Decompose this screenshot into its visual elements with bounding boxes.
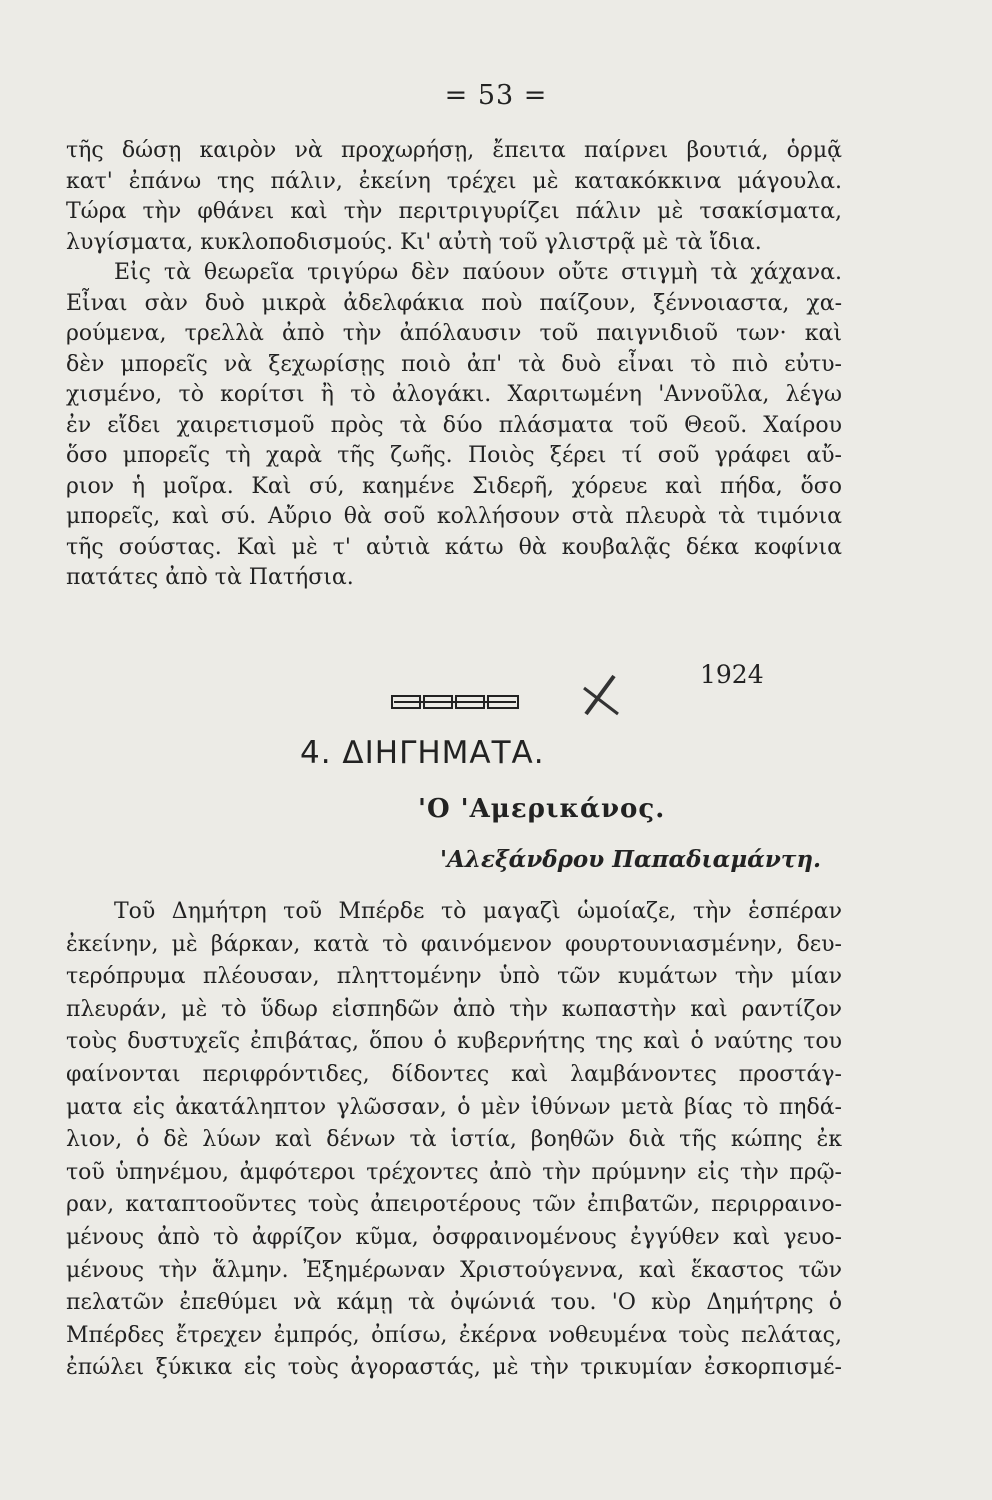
story-title: 'Ο 'Αμερικάνος. (418, 794, 666, 824)
handwritten-x-mark (578, 670, 622, 720)
text-line: Μπέρδες ἔτρεχεν ἐμπρός, ὀπίσω, ἐκέρνα νοθευμένα τοὺς πελάτας, (66, 1322, 842, 1348)
text-line: ἐν εἴδει χαιρετισμοῦ πρὸς τὰ δύο πλάσματα τοῦ Θεοῦ. Χαίρου (66, 412, 842, 438)
text-line: ματα εἰς ἀκατάληπτον γλῶσσαν, ὁ μὲν ἰθύνων μετὰ βίας τὸ πηδά- (66, 1094, 842, 1120)
divider-ornament (390, 692, 522, 712)
text-line: Τώρα τὴν φθάνει καὶ τὴν περιτριγυρίζει πάλιν μὲ τσακίσματα, (66, 199, 842, 224)
text-line: λιον, ὁ δὲ λύων καὶ δένων τὰ ἱστία, βοηθῶν διὰ τῆς κώπης ἐκ (66, 1127, 842, 1153)
text-line: τοῦ ὑπηνέμου, ἀμφότεροι τρέχοντες ἀπὸ τὴν πρύμνην εἰς τὴν πρῷ- (66, 1159, 842, 1185)
text-line: Εἶναι σὰν δυὸ μικρὰ ἀδελφάκια ποὺ παίζουν, ξέννοιαστα, χα- (66, 290, 842, 316)
text-line: ὅσο μπορεῖς τὴ χαρὰ τῆς ζωῆς. Ποιὸς ξέρει τί σοῦ γράφει αὔ- (66, 443, 842, 468)
text-line: ριον ἡ μοῖρα. Καὶ σύ, καημένε Σιδερῆ, χόρευε καὶ πήδα, ὅσο (66, 473, 842, 499)
page-number: = 53 = (444, 80, 548, 111)
text-line: λυγίσματα, κυκλοποδισμούς. Κι' αὐτὴ τοῦ γλιστρᾷ μὲ τὰ ἴδια. (66, 229, 762, 255)
text-line: τῆς σούστας. Καὶ μὲ τ' αὐτιὰ κάτω θὰ κουβαλᾷς δέκα κοφίνια (66, 534, 842, 560)
text-line: ραν, καταπτοοῦντες τοὺς ἀπειροτέρους τῶν ἐπιβατῶν, περιρραινο- (66, 1192, 842, 1218)
text-line: Εἰς τὰ θεωρεῖα τριγύρω δὲν παύουν οὔτε στιγμὴ τὰ χάχανα. (114, 260, 842, 285)
text-line: ἐκείνην, μὲ βάρκαν, κατὰ τὸ φαινόμενον φουρτουνιασμένην, δευ- (66, 931, 842, 957)
year-label: 1924 (700, 660, 764, 689)
text-line: τερόπρυμα πλέουσαν, πληττομένην ὑπὸ τῶν κυμάτων τὴν μίαν (66, 964, 842, 990)
text-line: φαίνονται περιφρόντιδες, δίδοντες καὶ λαμβάνοντες προστάγ- (66, 1061, 842, 1087)
text-line: δὲν μπορεῖς νὰ ξεχωρίσῃς ποιὸ ἀπ' τὰ δυὸ εἶναι τὸ πιὸ εὐτυ- (66, 351, 842, 377)
top-paragraph (66, 136, 842, 594)
text-line: μένους ἀπὸ τὸ ἀφρίζον κῦμα, ὀσφραινομένους ἐγγύθεν καὶ γευο- (66, 1224, 842, 1250)
story-paragraph (66, 896, 842, 1385)
text-line: πελατῶν ἐπεθύμει νὰ κάμῃ τὰ ὀψώνιά του. 'Ο κὺρ Δημήτρης ὁ (66, 1290, 842, 1316)
text-line: χισμένο, τὸ κορίτσι ἢ τὸ ἀλογάκι. Χαριτωμένη 'Αννοῦλα, λέγω (66, 382, 842, 407)
story-author: 'Αλεξάνδρου Παπαδιαμάντη. (440, 846, 822, 873)
section-heading: 4. ΔΙΗΓΗΜΑΤΑ. (300, 735, 545, 771)
text-line: τῆς δώσῃ καιρὸν νὰ προχωρήσῃ, ἔπειτα παίρνει βουτιά, ὁρμᾷ (66, 138, 842, 163)
text-line: ἐπώλει ξύκικα εἰς τοὺς ἀγοραστάς, μὲ τὴν τρικυμίαν ἐσκορπισμέ- (66, 1355, 842, 1381)
text-line: μένους τὴν ἅλμην. Ἐξημέρωναν Χριστούγεννα, καὶ ἕκαστος τῶν (66, 1257, 842, 1283)
text-line: Τοῦ Δημήτρη τοῦ Μπέρδε τὸ μαγαζὶ ὡμοίαζε, τὴν ἑσπέραν (114, 899, 842, 924)
text-line: τοὺς δυστυχεῖς ἐπιβάτας, ὅπου ὁ κυβερνήτης της καὶ ὁ ναύτης του (66, 1029, 842, 1055)
text-line: κατ' ἐπάνω της πάλιν, ἐκείνη τρέχει μὲ κατακόκκινα μάγουλα. (66, 168, 842, 194)
text-line: πατάτες ἀπὸ τὰ Πατήσια. (66, 565, 354, 590)
text-line: μπορεῖς, καὶ σύ. Αὔριο θὰ σοῦ κολλήσουν στὰ πλευρὰ τὰ τιμόνια (66, 504, 842, 529)
text-line: ρούμενα, τρελλὰ ἀπὸ τὴν ἀπόλαυσιν τοῦ παιγνιδιοῦ των· καὶ (66, 321, 842, 346)
text-line: πλευράν, μὲ τὸ ὕδωρ εἰσπηδῶν ἀπὸ τὴν κωπαστὴν καὶ ραντίζον (66, 996, 842, 1022)
